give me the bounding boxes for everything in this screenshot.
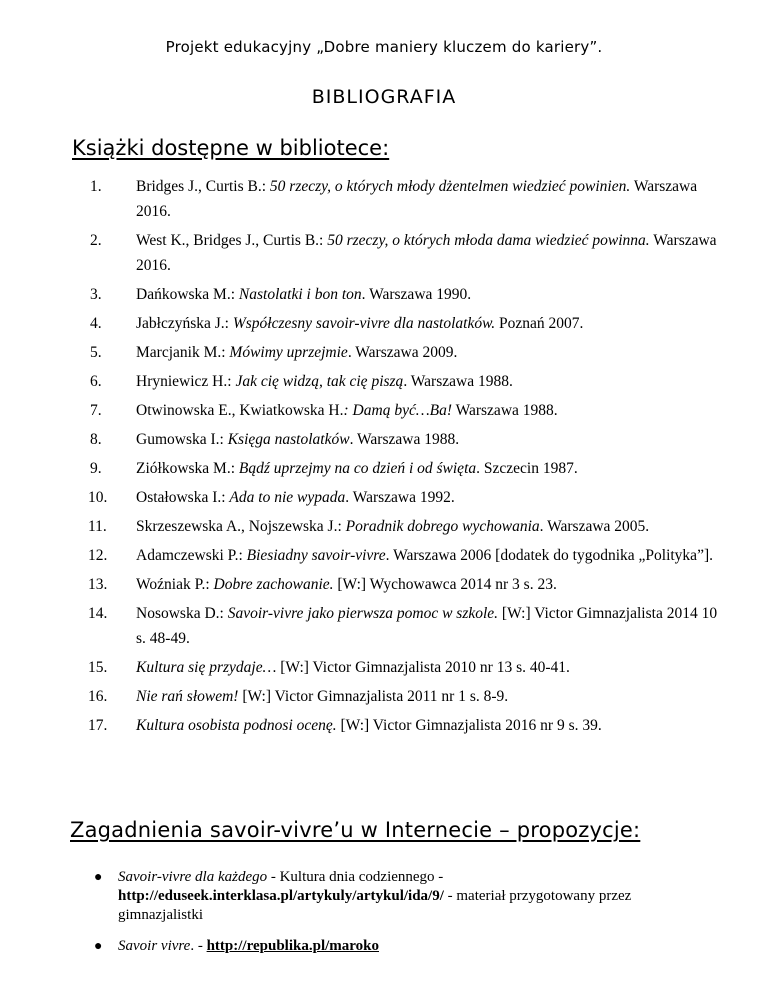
book-title: : Damą być…Ba! bbox=[343, 402, 452, 419]
item-number: 12. bbox=[88, 547, 108, 564]
page-title: BIBLIOGRAFIA bbox=[311, 86, 457, 108]
book-publication: . Warszawa 2006 [dodatek do tygodnika „Polityka”]. bbox=[385, 547, 713, 564]
list-item bbox=[90, 713, 730, 738]
item-number: 11. bbox=[88, 518, 107, 535]
item-number: 1. bbox=[90, 178, 102, 195]
book-author: Hryniewicz H.: bbox=[136, 373, 236, 390]
resource-title: Savoir vivre bbox=[118, 938, 191, 954]
book-title: Mówimy uprzejmie bbox=[229, 344, 348, 361]
list-item bbox=[90, 601, 730, 651]
bullet-icon: ● bbox=[94, 870, 103, 885]
book-author: Jabłczyńska J.: bbox=[136, 315, 233, 332]
link-list bbox=[94, 868, 714, 968]
project-header: Projekt edukacyjny „Dobre maniery kluczem do kariery”. bbox=[165, 38, 603, 56]
book-publication: [W:] Victor Gimnazjalista 2010 nr 13 s. 40-41. bbox=[276, 659, 570, 676]
item-number: 2. bbox=[90, 232, 102, 249]
item-number: 7. bbox=[90, 402, 102, 419]
book-publication: . Warszawa 1988. bbox=[349, 431, 460, 448]
book-title: Nastolatki i bon ton bbox=[238, 286, 362, 303]
book-title: Jak cię widzą, tak cię piszą bbox=[235, 373, 404, 390]
item-number: 9. bbox=[90, 460, 102, 477]
list-item bbox=[90, 311, 730, 336]
book-title: Księga nastolatków bbox=[227, 431, 350, 448]
book-author: Adamczewski P.: bbox=[136, 547, 247, 564]
book-title: Kultura osobista podnosi ocenę. bbox=[136, 717, 337, 734]
book-author: Nosowska D.: bbox=[136, 605, 228, 622]
book-publication: . Warszawa 1988. bbox=[403, 373, 513, 390]
list-item bbox=[90, 427, 730, 452]
book-title: Dobre zachowanie. bbox=[213, 576, 334, 593]
book-publication: [W:] Victor Gimnazjalista 2011 nr 1 s. 8-9. bbox=[238, 688, 509, 705]
book-title: Kultura się przydaje… bbox=[136, 659, 277, 676]
item-number: 8. bbox=[90, 431, 102, 448]
book-publication: . Warszawa 2005. bbox=[539, 518, 650, 535]
list-item bbox=[90, 456, 730, 481]
item-number: 14. bbox=[88, 605, 108, 622]
book-title: Poradnik dobrego wychowania bbox=[345, 518, 540, 535]
book-author: Marcjanik M.: bbox=[136, 344, 230, 361]
book-publication: [W:] Wychowawca 2014 nr 3 s. 23. bbox=[333, 576, 557, 593]
list-item bbox=[90, 369, 730, 394]
book-publication: [W:] Victor Gimnazjalista 2016 nr 9 s. 39. bbox=[336, 717, 602, 734]
item-number: 17. bbox=[88, 717, 108, 734]
book-list bbox=[90, 174, 730, 742]
book-publication: Poznań 2007. bbox=[495, 315, 584, 332]
book-publication: . Warszawa 1990. bbox=[361, 286, 472, 303]
book-author: Ostałowska I.: bbox=[136, 489, 230, 506]
book-publication: . Warszawa 1992. bbox=[345, 489, 455, 506]
item-number: 5. bbox=[90, 344, 102, 361]
list-item bbox=[90, 282, 730, 307]
book-title: 50 rzeczy, o których młoda dama wiedzieć powinna. bbox=[327, 232, 650, 249]
book-title: Współczesny savoir-vivre dla nastolatków. bbox=[232, 315, 496, 332]
resource-description: . - bbox=[190, 938, 207, 954]
item-number: 15. bbox=[88, 659, 108, 676]
list-item bbox=[90, 655, 730, 680]
list-item bbox=[94, 937, 714, 956]
book-author: Gumowska I.: bbox=[136, 431, 228, 448]
list-item bbox=[90, 684, 730, 709]
book-title: Ada to nie wypada bbox=[229, 489, 346, 506]
item-number: 3. bbox=[90, 286, 102, 303]
book-publication: Warszawa 1988. bbox=[452, 402, 558, 419]
item-number: 13. bbox=[88, 576, 108, 593]
book-author: West K., Bridges J., Curtis B.: bbox=[136, 232, 328, 249]
book-publication: . Szczecin 1987. bbox=[476, 460, 578, 477]
book-title: Nie rań słowem! bbox=[136, 688, 239, 705]
book-author: Ziółkowska M.: bbox=[136, 460, 239, 477]
resource-link[interactable]: http://republika.pl/maroko bbox=[206, 938, 379, 954]
book-title: Biesiadny savoir-vivre bbox=[246, 547, 386, 564]
list-item bbox=[90, 485, 730, 510]
book-publication: Warszawa 2016. bbox=[136, 232, 717, 274]
book-author: Dańkowska M.: bbox=[136, 286, 239, 303]
list-item bbox=[90, 514, 730, 539]
list-item bbox=[90, 174, 730, 224]
resource-description: - Kultura dnia codziennego - bbox=[267, 869, 444, 885]
item-number: 4. bbox=[90, 315, 102, 332]
resource-title: Savoir-vivre dla każdego bbox=[118, 869, 268, 885]
resource-note: - materiał przygotowany przez gimnazjalistki bbox=[118, 888, 632, 923]
list-item bbox=[90, 572, 730, 597]
book-author: Woźniak P.: bbox=[136, 576, 214, 593]
book-publication: . Warszawa 2009. bbox=[347, 344, 458, 361]
book-author: Bridges J., Curtis B.: bbox=[136, 178, 270, 195]
book-author: Skrzeszewska A., Nojszewska J.: bbox=[136, 518, 346, 535]
list-item bbox=[90, 340, 730, 365]
item-number: 10. bbox=[88, 489, 108, 506]
book-title: Bądź uprzejmy na co dzień i od święta bbox=[238, 460, 477, 477]
section-heading-internet: Zagadnienia savoir-vivre’u w Internecie – propozycje: bbox=[70, 818, 641, 842]
book-title: 50 rzeczy, o których młody dżentelmen wiedzieć powinien. bbox=[269, 178, 631, 195]
item-number: 16. bbox=[88, 688, 108, 705]
item-number: 6. bbox=[90, 373, 102, 390]
list-item bbox=[90, 228, 730, 278]
list-item bbox=[90, 398, 730, 423]
list-item bbox=[94, 868, 714, 925]
list-item bbox=[90, 543, 730, 568]
resource-link[interactable]: http://eduseek.interklasa.pl/artykuly/artykul/ida/9/ bbox=[118, 888, 444, 904]
book-title: Savoir-vivre jako pierwsza pomoc w szkole. bbox=[227, 605, 499, 622]
book-author: Otwinowska E., Kwiatkowska H. bbox=[136, 402, 344, 419]
book-publication: [W:] Victor Gimnazjalista 2014 10 s. 48-49. bbox=[136, 605, 718, 647]
bullet-icon: ● bbox=[94, 939, 103, 954]
section-heading-books: Książki dostępne w bibliotece: bbox=[72, 136, 390, 160]
book-publication: Warszawa 2016. bbox=[136, 178, 698, 220]
